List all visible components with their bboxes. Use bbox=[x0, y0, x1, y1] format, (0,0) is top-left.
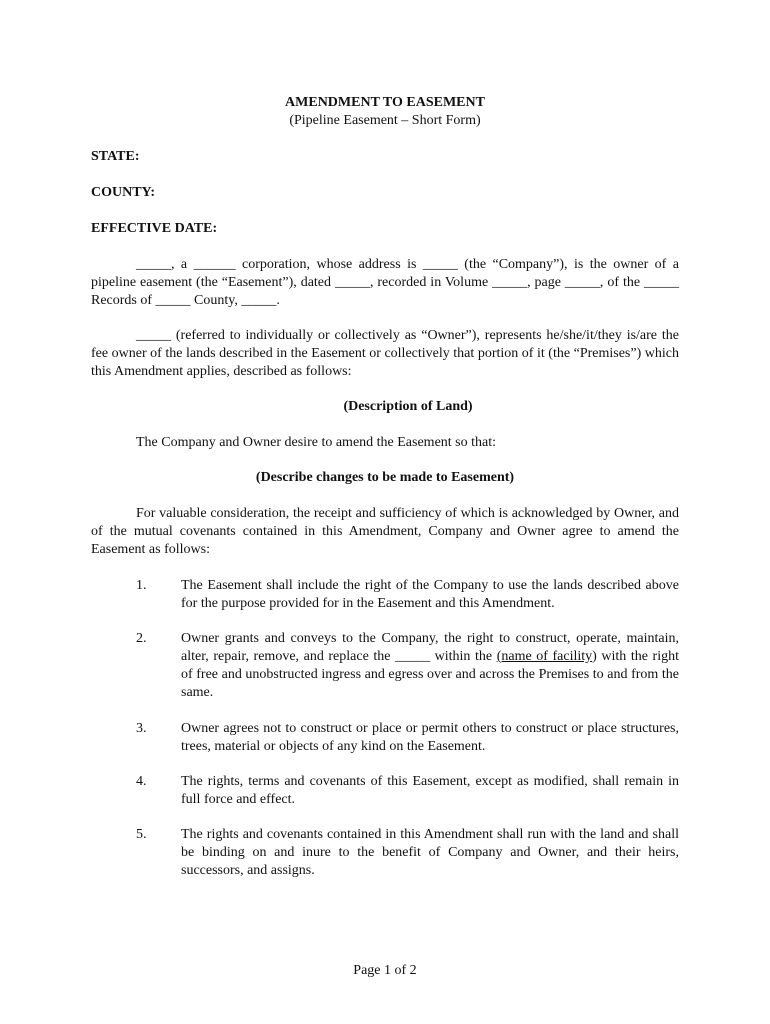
list-item-text bbox=[181, 630, 679, 702]
owner-statement-paragraph: _____ (referred to individually or collectively as “Owner”), represents he/she/it/they is/are the fee owner of the lands described in the Easement or collectively that portion of it (the “Premises”) which this Amendment applies, described as follows: bbox=[91, 328, 679, 379]
describe-changes-heading: (Describe changes to be made to Easement) bbox=[255, 470, 515, 485]
facility-name-placeholder: (name of facility bbox=[496, 649, 593, 664]
consideration-paragraph: For valuable consideration, the receipt and sufficiency of which is acknowledged by Owner, and of the mutual covenants contained in this Amendment, Company and Owner agree to amend the Easement as follows: bbox=[91, 506, 679, 557]
state-field-label: STATE: bbox=[91, 149, 140, 164]
list-item-text-end: ) with the right of free and unobstructed ingress and egress over and across the Premises to and from the same. bbox=[181, 649, 679, 700]
county-field-label: COUNTY: bbox=[91, 185, 156, 200]
page-number-footer: Page 1 of 2 bbox=[353, 963, 417, 978]
list-item-number: 2. bbox=[136, 631, 147, 646]
list-item-number: 5. bbox=[136, 827, 147, 842]
desire-paragraph: The Company and Owner desire to amend the Easement so that: bbox=[136, 435, 497, 450]
effective-date-field-label: EFFECTIVE DATE: bbox=[91, 221, 218, 236]
document-subtitle: (Pipeline Easement – Short Form) bbox=[289, 113, 481, 128]
document-title: AMENDMENT TO EASEMENT bbox=[285, 95, 485, 110]
list-item-text: The Easement shall include the right of the Company to use the lands described above for the purpose provided for in the Easement and this Amendment. bbox=[181, 578, 679, 611]
list-item-number: 4. bbox=[136, 774, 147, 789]
list-item-text: The rights, terms and covenants of this Easement, except as modified, shall remain in full force and effect. bbox=[181, 774, 679, 807]
list-item-number: 3. bbox=[136, 721, 147, 736]
description-of-land-heading: (Description of Land) bbox=[343, 399, 473, 414]
list-item-text: The rights and covenants contained in this Amendment shall run with the land and shall be binding on and inure to the benefit of Company and Owner, and their heirs, successors, and assigns. bbox=[181, 827, 679, 878]
list-item-text: Owner agrees not to construct or place or permit others to construct or place structures, trees, material or objects of any kind on the Easement. bbox=[181, 721, 679, 754]
list-item-number: 1. bbox=[136, 578, 147, 593]
company-ownership-paragraph: _____, a ______ corporation, whose address is _____ (the “Company”), is the owner of a pipeline easement (the “Easement”), dated _____, recorded in Volume _____, page _____, of the _____ Records of _____ County, _____. bbox=[91, 257, 679, 308]
list-item-text-start: Owner grants and conveys to the Company, the right to construct, operate, maintain, alter, repair, remove, and replace the _____ within the bbox=[181, 631, 679, 664]
